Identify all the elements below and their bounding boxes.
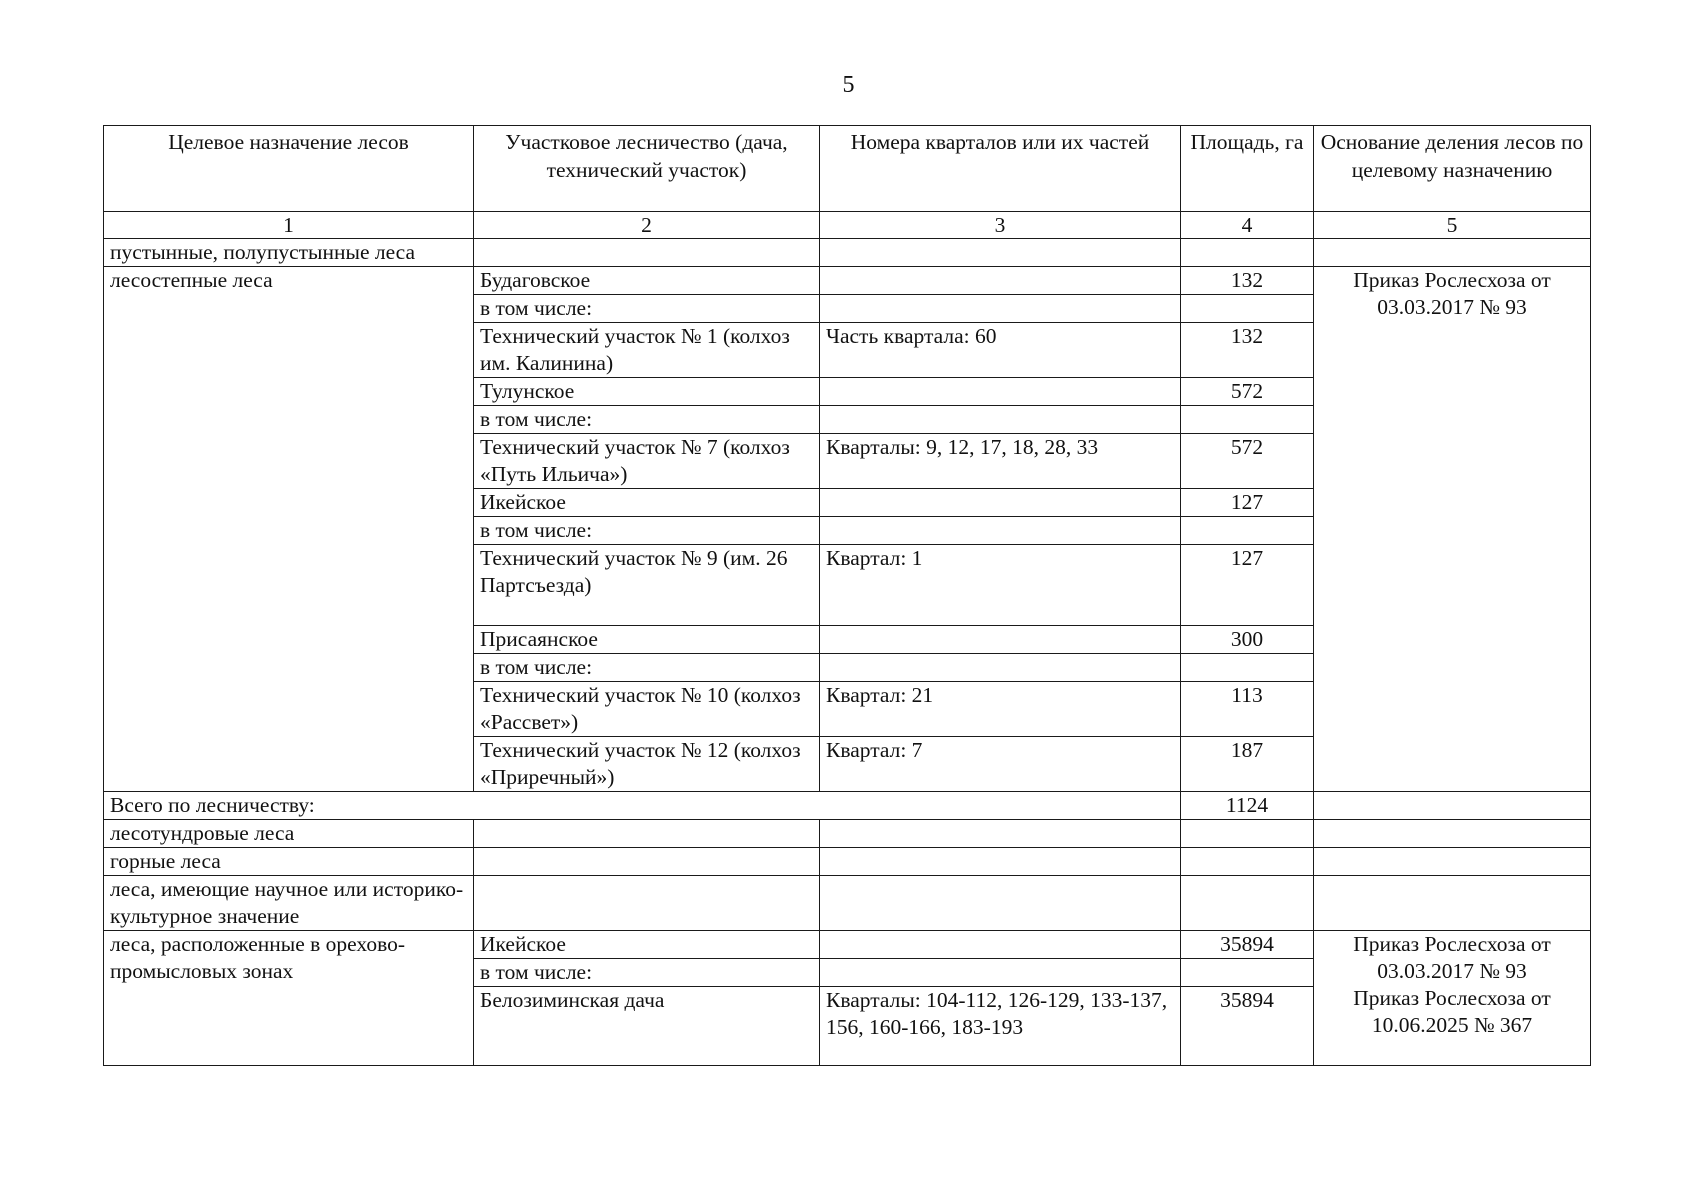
- forestry-name: Икейское: [474, 931, 820, 959]
- quarters: [820, 517, 1181, 545]
- area: [1181, 295, 1314, 323]
- forestry-name: в том числе:: [474, 406, 820, 434]
- forestry-name: Технический участок № 12 (колхоз «Приречный»): [474, 737, 820, 792]
- header-forestry: Участковое лесничество (дача, технический участок): [474, 126, 820, 212]
- table-row: [104, 931, 1591, 959]
- area: 300: [1181, 626, 1314, 654]
- table-row: [104, 267, 1591, 295]
- area: 113: [1181, 682, 1314, 737]
- basis-nut-zones: [1314, 931, 1591, 1066]
- area: 127: [1181, 545, 1314, 626]
- column-number: 1: [104, 212, 474, 239]
- quarters: Часть квартала: 60: [820, 323, 1181, 378]
- quarters: [820, 267, 1181, 295]
- column-number: 2: [474, 212, 820, 239]
- quarters: [820, 295, 1181, 323]
- area: [1181, 959, 1314, 987]
- forestry-name: Присаянское: [474, 626, 820, 654]
- quarters: Квартал: 7: [820, 737, 1181, 792]
- area: 572: [1181, 378, 1314, 406]
- forestry-name: Икейское: [474, 489, 820, 517]
- forestry-name: Белозиминская дача: [474, 987, 820, 1066]
- header-quarters: Номера кварталов или их частей: [820, 126, 1181, 212]
- quarters: Квартал: 21: [820, 682, 1181, 737]
- purpose-scientific: леса, имеющие научное или историко-культурное значение: [104, 876, 474, 931]
- basis-line: Приказ Рослесхоза от 10.06.2025 № 367: [1353, 986, 1551, 1037]
- column-number: 3: [820, 212, 1181, 239]
- forestry-name: Будаговское: [474, 267, 820, 295]
- table-row: [104, 820, 1591, 848]
- area: [1181, 406, 1314, 434]
- quarters: [820, 489, 1181, 517]
- header-area: Площадь, га: [1181, 126, 1314, 212]
- purpose-desert: пустынные, полупустынные леса: [104, 239, 474, 267]
- area: 187: [1181, 737, 1314, 792]
- area: [1181, 654, 1314, 682]
- purpose-tundra: лесотундровые леса: [104, 820, 474, 848]
- area: 127: [1181, 489, 1314, 517]
- quarters: Кварталы: 104-112, 126-129, 133-137, 156, 160-166, 183-193: [820, 987, 1181, 1066]
- table-row: [104, 848, 1591, 876]
- forestry-name: Технический участок № 7 (колхоз «Путь Ильича»): [474, 434, 820, 489]
- area: 132: [1181, 267, 1314, 295]
- header-purpose: Целевое назначение лесов: [104, 126, 474, 212]
- page-number: 5: [842, 72, 855, 98]
- basis-line: Приказ Рослесхоза от 03.03.2017 № 93: [1353, 932, 1551, 983]
- quarters: [820, 931, 1181, 959]
- purpose-forest-steppe: лесостепные леса: [104, 267, 474, 792]
- forestry-name: Технический участок № 1 (колхоз им. Калинина): [474, 323, 820, 378]
- purpose-mountain: горные леса: [104, 848, 474, 876]
- forestry-name: в том числе:: [474, 517, 820, 545]
- forest-purpose-table: [103, 125, 1591, 1066]
- area: 132: [1181, 323, 1314, 378]
- column-number-row: [104, 212, 1591, 239]
- table-row: [104, 876, 1591, 931]
- quarters: Квартал: 1: [820, 545, 1181, 626]
- total-row: [104, 792, 1591, 820]
- forestry-name: в том числе:: [474, 654, 820, 682]
- header-row: [104, 126, 1591, 212]
- forestry-name: Тулунское: [474, 378, 820, 406]
- area: 35894: [1181, 931, 1314, 959]
- quarters: Кварталы: 9, 12, 17, 18, 28, 33: [820, 434, 1181, 489]
- quarters: [820, 406, 1181, 434]
- header-basis: Основание деления лесов по целевому назначению: [1314, 126, 1591, 212]
- table-row: [104, 239, 1591, 267]
- forestry-name: в том числе:: [474, 295, 820, 323]
- forestry-name: Технический участок № 10 (колхоз «Рассвет»): [474, 682, 820, 737]
- forestry-name: в том числе:: [474, 959, 820, 987]
- area: 572: [1181, 434, 1314, 489]
- total-label: Всего по лесничеству:: [104, 792, 1181, 820]
- column-number: 4: [1181, 212, 1314, 239]
- area: [1181, 517, 1314, 545]
- column-number: 5: [1314, 212, 1591, 239]
- quarters: [820, 378, 1181, 406]
- quarters: [820, 626, 1181, 654]
- basis-forest-steppe: Приказ Рослесхоза от 03.03.2017 № 93: [1314, 267, 1591, 792]
- quarters: [820, 654, 1181, 682]
- forestry-name: Технический участок № 9 (им. 26 Партсъезда): [474, 545, 820, 626]
- quarters: [820, 959, 1181, 987]
- area: 35894: [1181, 987, 1314, 1066]
- total-area: 1124: [1181, 792, 1314, 820]
- purpose-nut-zones: леса, расположенные в орехово-промысловых зонах: [104, 931, 474, 1066]
